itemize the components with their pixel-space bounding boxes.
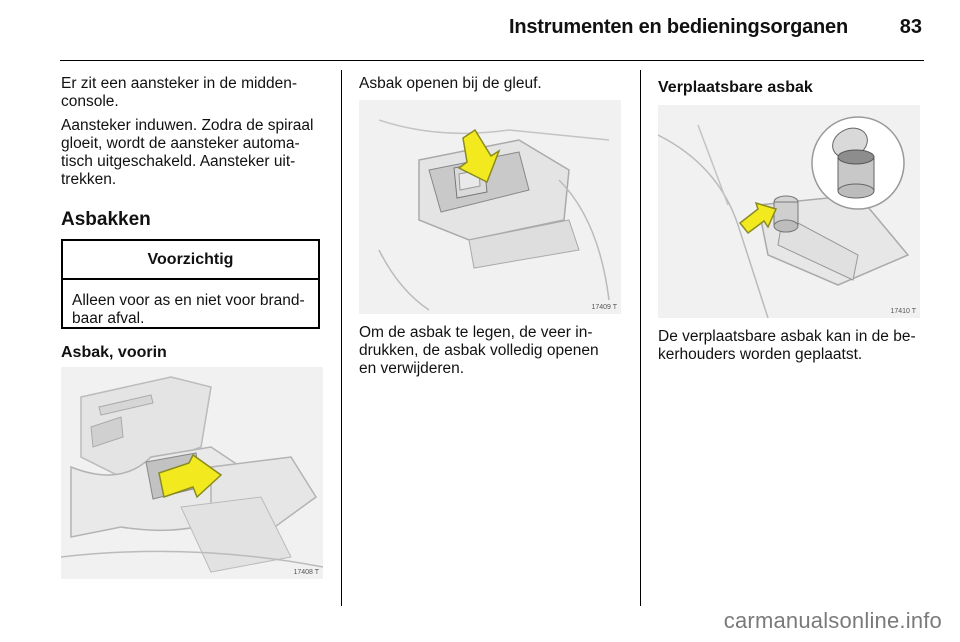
text-line: trekken. (61, 171, 117, 188)
caution-separator (63, 278, 318, 280)
figure-code: 17408 T (293, 569, 319, 576)
caution-text (72, 292, 305, 328)
empty-ashtray-instruction (359, 324, 599, 378)
page-title: Instrumenten en bedieningsorganen (509, 16, 848, 38)
column-divider-1 (341, 70, 342, 606)
front-ashtray-illustration (61, 367, 323, 579)
text-line: Er zit een aansteker in de midden- (61, 75, 298, 92)
lighter-paragraph (61, 75, 297, 111)
figure-code: 17409 T (591, 304, 617, 311)
portable-ashtray-text (658, 328, 916, 364)
text-line: kerhouders worden geplaatst. (658, 346, 863, 363)
text-line: Alleen voor as en niet voor brand- (72, 292, 305, 309)
text-line: gloeit, wordt de aansteker automa- (61, 135, 300, 152)
text-line: Om de asbak te legen, de veer in- (359, 324, 593, 341)
page-number: 83 (899, 16, 922, 38)
text-line: Aansteker induwen. Zodra de spiraal (61, 117, 314, 134)
column-divider-2 (640, 70, 641, 606)
text-line: tisch uitgeschakeld. Aansteker uit- (61, 153, 296, 170)
figure-code: 17410 T (890, 308, 916, 315)
section-heading-portable-ashtray: Verplaatsbare asbak (658, 79, 813, 96)
open-ashtray-illustration (359, 100, 621, 314)
text-line: console. (61, 93, 119, 110)
caution-box (61, 239, 320, 329)
subheading-front-ashtray: Asbak, voorin (61, 344, 167, 361)
caution-title: Voorzichtig (147, 251, 234, 268)
text-line: De verplaatsbare asbak kan in de be- (658, 328, 916, 345)
portable-ashtray-illustration (658, 105, 920, 318)
section-heading-ashtrays: Asbakken (61, 209, 151, 230)
open-ashtray-instruction: Asbak openen bij de gleuf. (359, 75, 542, 92)
watermark: carmanualsonline.info (723, 608, 942, 633)
text-line: baar afval. (72, 310, 145, 327)
lighter-instructions (61, 117, 313, 189)
text-line: drukken, de asbak volledig openen (359, 342, 599, 359)
text-line: en verwijderen. (359, 360, 465, 377)
header-rule (60, 60, 924, 61)
